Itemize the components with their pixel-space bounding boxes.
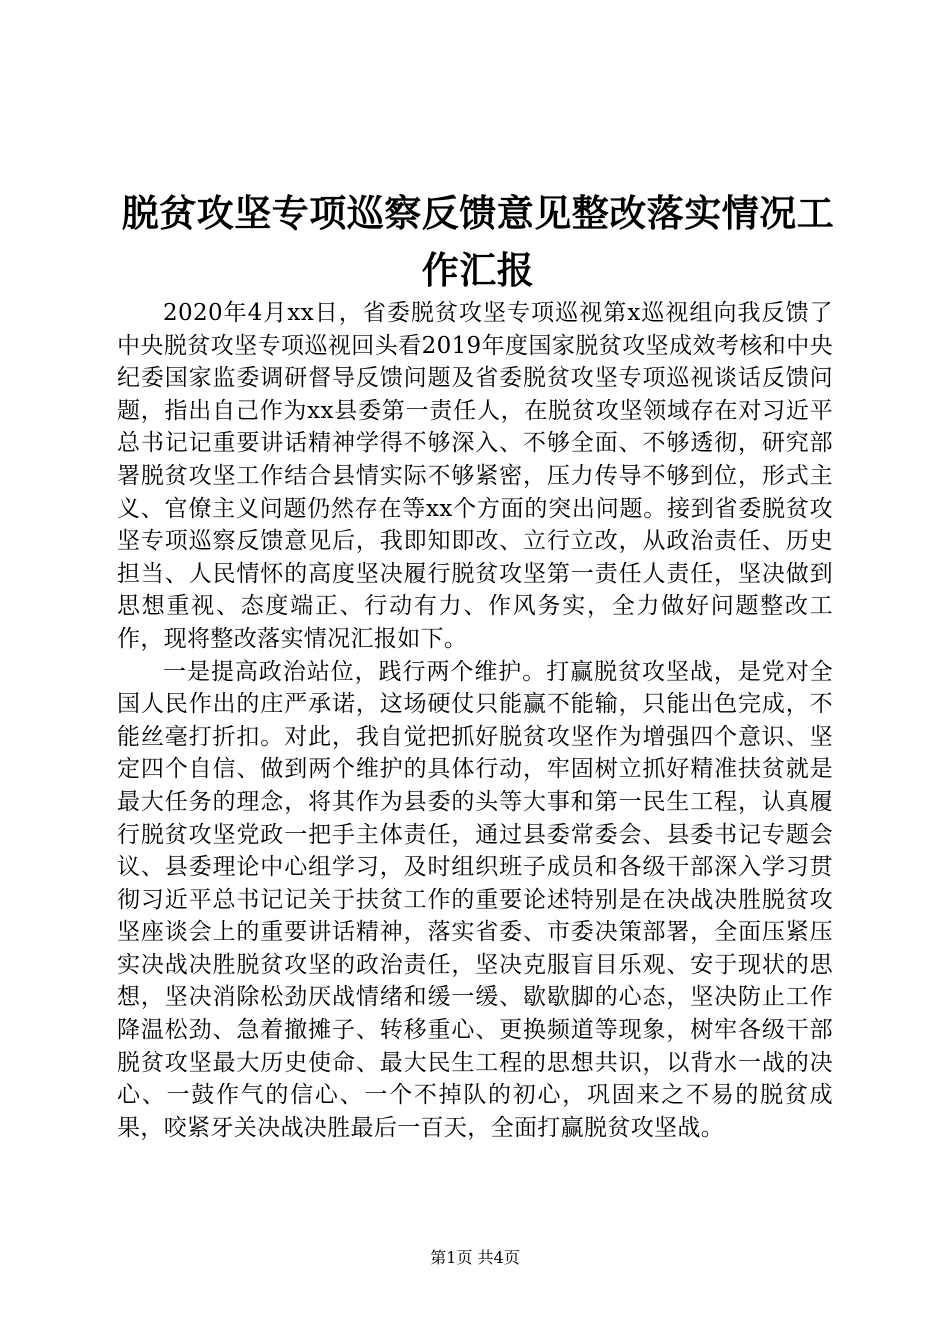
document-title: 脱贫攻坚专项巡察反馈意见整改落实情况工作汇报 [121,191,835,292]
paragraph-point-one: 一是提高政治站位，践行两个维护。打赢脱贫攻坚战，是党对全国人民作出的庄严承诺，这场硬仗只能赢不能输，只能出色完成，不能丝毫打折扣。对此，我自觉把抓好脱贫攻坚作为增强四个意识、坚定四个自信、做到两个维护的具体行动，牢固树立抓好精准扶贫就是最大任务的理念，将其作为县委的头等大事和第一民生工程，认真履行脱贫攻坚党政一把手主体责任，通过县委常委会、县委书记专题会议、县委理论中心组学习，及时组织班子成员和各级干部深入学习贯彻习近平总书记记关于扶贫工作的重要论述特别是在决战决胜脱贫攻坚座谈会上的重要讲话精神，落实省委、市委决策部署，全面压紧压实决战决胜脱贫攻坚的政治责任，坚决克服盲目乐观、安于现状的思想，坚决消除松劲厌战情绪和缓一缓、歇歇脚的心态，坚决防止工作降温松劲、急着撤摊子、转移重心、更换频道等现象，树牢各级干部脱贫攻坚最大历史使命、最大民生工程的思想共识，以背水一战的决心、一鼓作气的信心、一个不掉队的初心，巩固来之不易的脱贫成果，咬紧牙关决战决胜最后一百天，全面打赢脱贫攻坚战。 [117,658,833,1141]
document-body [117,297,833,1144]
page-number-footer: 第1页 共4页 [430,1248,520,1267]
paragraph-intro: 2020年4月xx日，省委脱贫攻坚专项巡视第x巡视组向我反馈了中央脱贫攻坚专项巡视回头看2019年度国家脱贫攻坚成效考核和中央纪委国家监委调研督导反馈问题及省委脱贫攻坚专项巡视谈话反馈问题，指出自己作为xx县委第一责任人，在脱贫攻坚领域存在对习近平总书记记重要讲话精神学得不够深入、不够全面、不够透彻，研究部署脱贫攻坚工作结合县情实际不够紧密，压力传导不够到位，形式主义、官僚主义问题仍然存在等xx个方面的突出问题。接到省委脱贫攻坚专项巡察反馈意见后，我即知即改、立行立改，从政治责任、历史担当、人民情怀的高度坚决履行脱贫攻坚第一责任人责任，坚决做到思想重视、态度端正、行动有力、作风务实，全力做好问题整改工作，现将整改落实情况汇报如下。 [117,300,833,652]
